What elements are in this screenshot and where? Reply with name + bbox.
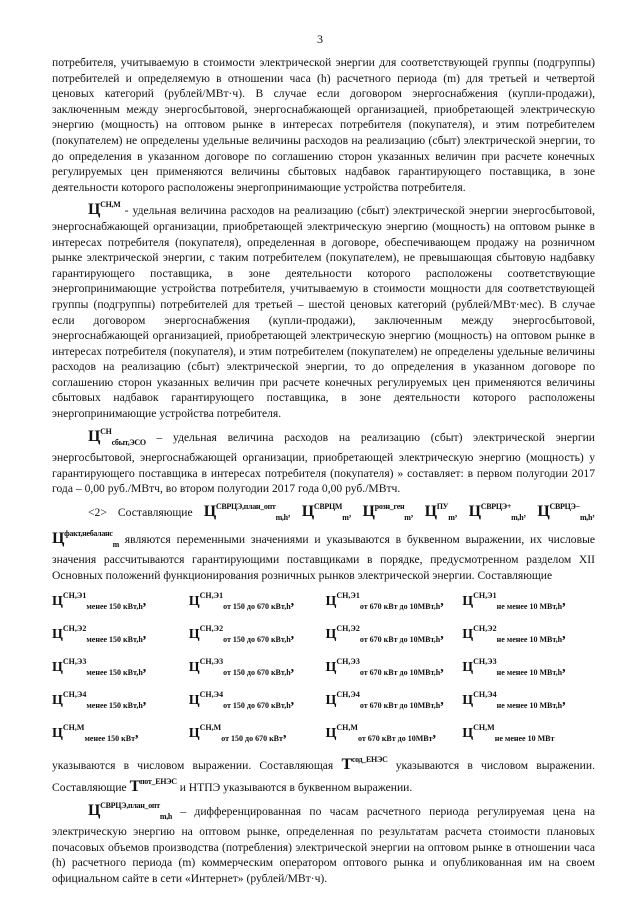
variable-symbol: $Ц^{СВРЦЭ-}_{m,h}$ [537,502,593,523]
numeric-component: $Ц^{СН,Э1}_{от 150 до 670 кВт,h}$, [188,591,295,612]
numeric-component: $Ц^{СН,Э2}_{не менее 10 МВт,h}$, [462,624,566,645]
symbol-ts-sn-m: $Ц^{СН,М}$ [88,200,121,219]
symbol-t-pot-enes: $Т^{пот\_ЕНЭС}$ [129,777,177,795]
paragraph-4-end-c: и НТПЭ указываются в буквенном выражении. [179,781,413,794]
paragraph-3-text: – удельная величина расходов на реализацию (сбыт) электрической энергии энергосбытовой, энергоснабжающей организации, приобретающей электрическую энергию (мощность) у гарантирующего поставщика в интересах потребителя (покупателя) » составляет: в первом полугодии 2017 года – 0,00 руб./МВтч, во втором полугодии 2017 года 0,00 руб./МВтч. [52,430,595,496]
numeric-component: $Ц^{СН,М}_{не менее 10 МВт}$ [462,723,555,744]
numeric-component: $Ц^{СН,Э3}_{не менее 10 МВт,h}$, [462,657,566,678]
numeric-component: $Ц^{СН,М}_{от 670 кВт до 10МВт}$, [325,723,437,744]
paragraph-4 [52,499,595,583]
paragraph-5 [52,798,595,887]
numeric-component: $Ц^{СН,Э4}_{от 670 кВт до 10МВт,h}$, [325,690,444,711]
numeric-component: $Ц^{СН,Э4}_{от 150 до 670 кВт,h}$, [188,690,295,711]
document-body [52,55,595,887]
paragraph-4-end-b: указываются в числовом выражении. Составляющие [52,759,595,794]
numeric-component: $Ц^{СН,М}_{менее 150 кВт}$, [52,723,139,744]
numeric-component: $Ц^{СН,Э2}_{менее 150 кВт,h}$, [52,624,147,645]
variable-symbol: $Ц^{СВРЦМ}_m$ [301,502,349,523]
paragraph-4-start: <2> Составляющие [88,506,193,520]
paragraph-2 [52,197,595,421]
paragraph-3 [52,424,595,497]
numeric-component: $Ц^{СН,Э4}_{не менее 10 МВт,h}$, [462,690,566,711]
symbol-ts-sn-sbyt: $Ц^{СН}_{сбыт,ЭСО}$ [88,426,146,447]
variable-symbol: $Ц^{СВРЦЭ,план\_опт}_{m,h}$ [203,502,288,523]
variable-symbol: $Ц^{розн\_ген}_m$ [362,502,411,523]
numeric-component: $Ц^{СН,М}_{от 150 до 670 кВт}$, [188,723,287,744]
paragraph-4-end [52,752,595,795]
variable-symbol: $Ц^{факт,небаланс}_m$ [52,528,119,549]
numeric-component: $Ц^{СН,Э4}_{менее 150 кВт,h}$, [52,690,147,711]
paragraph-4-end-a: указываются в числовом выражении. Составляющая [52,759,334,773]
paragraph-2-text: - удельная величина расходов на реализацию (сбыт) электрической энергии энергосбытовой, энергоснабжающей организации, приобретающей электрическую энергию (мощность) на оптовом рынке в интересах потребителя (покупателя), определенная в договоре, обеспечивающем продажу на розничном рынке электрической энергии, с таким потребителем (покупателем), не превышающая сбытовую надбавку гарантирующего поставщика, в зоне деятельности которого расположены соответствующие энергопринимающие устройства потребителя, учитываемую в стоимости мощности для соответствующей группы (подгруппы) потребителей для третьей – шестой ценовых категорий (рублей/МВт·мес). В случае если договором энергоснабжения (купли-продажи), заключенным между энергосбытовой, энергоснабжающей организацией, приобретающей электрическую энергию (мощность) на оптовом рынке в интересах потребителя (покупателя), и этим потребителем (покупателем) не определены удельные величины расходов на реализацию (сбыт) электрической энергии, то до определения в указанном договоре по соглашению сторон указанных величин при расчете конечных регулируемых цен применяются величины сбытовых надбавок гарантирующего поставщика, в зоне деятельности которого расположены энергопринимающие устройства потребителя. [52,204,595,421]
paragraph-4-middle: являются переменными значениями и указываются в буквенном выражении, их числовые значения рассчитываются гарантирующими поставщиками в порядке, предусмотренном разделом XII Основных положений функционирования розничных рынков электрической энергии. Составляющие [52,532,595,582]
variable-symbols: $Ц^{СВРЦЭ,план\_опт}_{m,h}$, $Ц^{СВРЦМ}_m$, $Ц^{розн\_ген}_m$, $Ц^{ПУ}_m$, $Ц^{СВРЦЭ+}_{m,h}$, $Ц^{СВРЦЭ-}_{m,h}$, $Ц^{факт,небаланс}_m$ [52,502,596,549]
numeric-component: $Ц^{СН,Э2}_{от 150 до 670 кВт,h}$, [188,624,295,645]
numeric-components [52,585,595,750]
numeric-component: $Ц^{СН,Э2}_{от 670 кВт до 10МВт,h}$, [325,624,444,645]
numeric-component: $Ц^{СН,Э1}_{менее 150 кВт,h}$, [52,591,147,612]
symbol-t-sod-enes: $Т^{сод\_ЕНЭС}$ [341,755,388,774]
numeric-component: $Ц^{СН,Э1}_{не менее 10 МВт,h}$, [462,591,566,612]
paragraph-5-text: – дифференцированная по часам расчетного периода регулируемая цена на электрическую энергию на оптовом рынке, определенная по результатам расчета стоимости плановых почасовых объемов производства (потребления) электрической энергии на оптовом рынке в отношении часа (h) расчетного периода (m) коммерческим оператором оптового рынка и опубликованная им на своем официальном сайте в сети «Интернет» (рублей/МВт·ч). [52,804,595,885]
symbol-ts-svrce-plan: $Ц^{СВРЦЭ,план\_опт}_{m,h}$ [88,800,173,821]
numeric-component: $Ц^{СН,Э3}_{от 150 до 670 кВт,h}$, [188,657,295,678]
numeric-component: $Ц^{СН,Э1}_{от 670 кВт до 10МВт,h}$, [325,591,444,612]
paragraph-1: потребителя, учитываемую в стоимости электрической энергии для соответствующей группы (подгруппы) потребителей и определяемую в отношении часа (h) расчетного периода (m) для третьей и четвертой ценовых категорий (рублей/МВт·ч). В случае если договором энергоснабжения (купли-продажи), заключенным между энергосбытовой, энергоснабжающей организацией, приобретающей электрическую энергию (мощность) на оптовом рынке в интересах потребителя (покупателя), и этим потребителем (покупателем) не определены удельные величины расходов на реализацию (сбыт) электрической энергии, то до определения в указанном договоре по соглашению сторон указанных величин при расчете конечных регулируемых цен применяются величины сбытовых надбавок гарантирующего поставщика, в зоне деятельности которого расположены энергопринимающие устройства потребителя. [52,56,595,194]
variable-symbol: $Ц^{ПУ}_m$ [424,502,455,523]
numeric-component: $Ц^{СН,Э3}_{от 670 кВт до 10МВт,h}$, [325,657,444,678]
page-number: 3 [317,32,323,46]
numeric-component: $Ц^{СН,Э3}_{менее 150 кВт,h}$, [52,657,147,678]
variable-symbol: $Ц^{СВРЦЭ+}_{m,h}$ [468,502,524,523]
